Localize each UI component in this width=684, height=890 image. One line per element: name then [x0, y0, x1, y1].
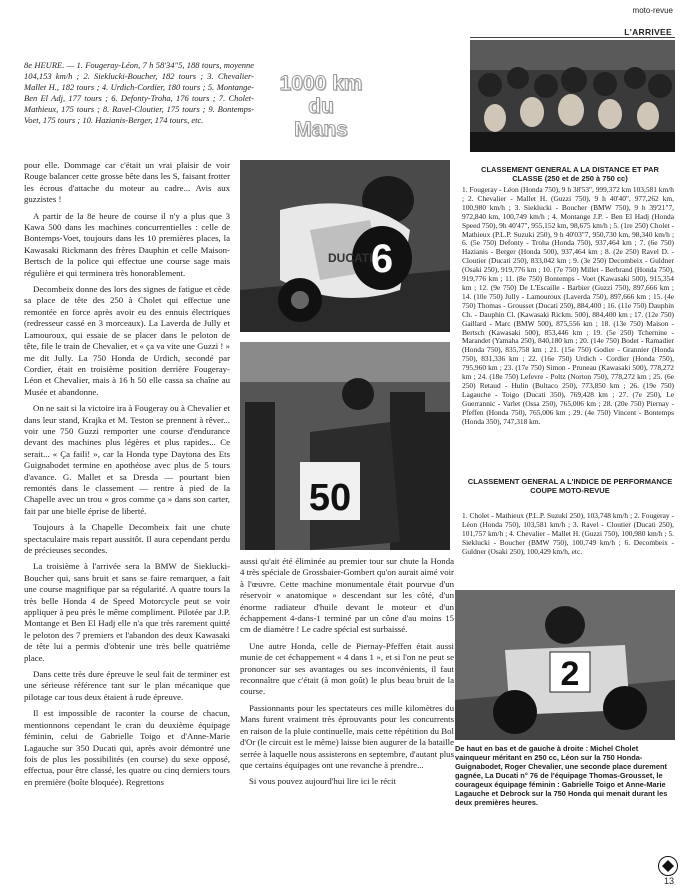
photo-ducati-rider: [240, 160, 450, 332]
bike-number-50: 50: [308, 477, 352, 519]
eighth-hour-standings: 8e HEURE. — 1. Fougeray-Léon, 7 h 58'34"5, 188 tours, moyenne 104,153 km/h ; 2. Sieklucki-Boucher, 182 tours ; 3. Chevalier-Mallet H., 182 tours ; 4. Urdich-Cordier, 180 tours ; 5. Montange-Ben El Adj, 177 tours ; 6. Defonty-Troha, 176 tours ; 7. Cholet-Mathieux, 175 tours ; 8. Ravel-Cloutier, 175 tours ; 9. Bontemps-Voet, 175 tours ; 10. Hazianis-Berger, 174 tours, etc.: [24, 60, 254, 126]
results-distance-text: 1. Fougeray - Léon (Honda 750), 9 h 38'53", 999,372 km 103,581 km/h ; 2. Chevalier - Mallet H. (Guzzi 750), 9 h 40'40", 977,262 km, 100,980 km/h ; 3. Sieklucki - Boucher (BMW 750), 9 h 39'21"7, 972,840 km, 100,749 km/h ; 4. Montange J.P. - Ben El Hadj (Honda Speed 750), 9h 40'47", 955,152 km, 98,675 km/h ; 5. (1re 250) Cholet - Mathieux (P.L.P. Suzuki 250), 9 h 40'03"7, 950,730 km, 98,340 km/h ; 6. (5e 750) Defonty - Troha (Honda 750), 937,464 km ; 7. (6e 750) Hazianis - Berger (Honda 500), 937,464 km ; 8. (2e 250) Ravel D. - Cloutier (Ducati 250), 833,042 km ; 9. (3e 250) Decombeix - Guldner (Osaki 250), 919,776 km ; 10. (7e 750) Millet - Berbrand (Honda 750), 919,776 km ; 11. (8e 750) Bontemps - Voet (Kawasaki 500), 915,354 km ; 12. (9e 750) De L'Escaille - Barbier (Guzzi 750), 897,666 km ; 14. (10e 750) Jully - Lamouroux (Laverda 750), 897,666 km ; 15. (4e 750) Thomas - Grousset (Ducati 250), 884,400 ; 16. (11e 750) Dauphin Ch. - Dauphin Cl. (Kawasaki Rickm. 500), 884,400 km ; 17. (12e 750) Gaillard - Marc (BMW 500), 875,556 km ; 18. (13e 750) Maison - Bertsch (Kawasaki 500), 853,446 km ; 19. (5e 250) Tchernine - Marandet (Yamaha 250), 840,180 km ; 20. (14e 750) Bodet - Ramadier (Honda 750), 835,758 km ; 21. (15e 750) Godier - Grannier (Honda 750), 831,336 km ; 22. (16e 750) Urdich - Cordier (Honda 750), 795,960 km ; 23. (17e 750) Simon - Pruneau (Kawasaki 500), 778,272 km ; 24. (18e 750) Lefevre - Poltz (Norton 750), 778,272 km ; 25. (6e 250) Retaud - Hulin (Bultaco 250), 773,850 km ; 26. (19e 750) Lagauche - Toigo (Ducati 350), 769,428 km ; 27. (7e 250), Le Guerrannic - Varlet (Ossa 250), 765,006 km ; 28. (20e 750) Piernay - Pfeffen (Honda 750), 765,006 km ; 29. (4e 750) Vincent - Bontemps (Honda 350), 747,318 km.: [462, 185, 674, 426]
results-index-text: 1. Cholet - Mathieux (P.L.P. Suzuki 250), 103,748 km/h ; 2. Fougeray - Léon (Honda 750), 103,581 km/h ; 3. Ravel - Cloutier (Ducati 250), 101,757 km/h ; 4. Chevalier - Mallet H. (Guzzi 750), 100,980 km/h ; 5. Sieklucki - Boucher (BMW 750), 100,749 km/h ; 6. Decombeix - Guldner (Osaki 250), 100,429 km/h, etc.: [462, 511, 674, 556]
results-index-title: CLASSEMENT GENERAL A L'INDICE DE PERFORMANCE COUPE MOTO-REVUE: [467, 477, 673, 495]
col2-paragraph: Passionnants pour les spectateurs ces mille kilomètres du Mans furent vraiment très éprouvants pour les concurrents en raison de la pluie continuelle, mais cette répétition du Bol d'Or (le circuit est le même) laisse bien augurer de la bataille serrée à laquelle nous assisterons en septembre, d'autant plus que certains équipages ont une revanche à prendre...: [240, 702, 454, 770]
article-column-2: [240, 556, 454, 793]
article-column-1: [24, 160, 230, 793]
magazine-name: moto-revue: [632, 6, 673, 15]
photo-podium-crowd: [470, 40, 675, 152]
bike-number-2: 2: [560, 655, 580, 693]
photo-racer-2: [455, 590, 675, 740]
photo-caption: De haut en bas et de gauche à droite : Michel Cholet vainqueur méritant en 250 cc, Léon sur la 750 Honda-Guignabodet, Roger Chevalier, une seconde place durement gagnée, La Ducati n° 76 de l'équipage Thomas-Grousset, le courageux équipage féminin : Gabrielle Toigo et Anne-Marie Lagauche et Debrock sur la 750 Honda qui menait durant les deux premières heures.: [455, 744, 668, 807]
event-logo: 1000 km du Mans: [279, 72, 363, 141]
col1-paragraph: Il est impossible de raconter la course de chacun, mentionnons cependant le cran du deuxième équipage féminin, celui de Gabrielle Toigo et d'Anne-Marie Lagauche sur 350 Ducati qui, après avoir démontré une fois de plus les possibilités (en course) du sexe opposé, effectua, pour être classé, les quatre ou cinq derniers tours en première (boîte bloquée). Regrettons: [24, 708, 230, 787]
col1-paragraph: Decombeix donne des lors des signes de fatigue et cède sa place de tête des 250 à Cholet qui effectue une remontée en force après avoir eu des ennuis électriques (redresseur cassé en 3 morceaux). La Laverda de Jully et Lamouroux, qui essaie de se placer dans le peloton de tête, file le train de Chevalier, et « ça va vite une Guzzi ! » me dit Jully. La 750 Honda de Urdich, secondé par Cordier, était en troisième position derrière Fougeray-Léon et Chevalier, mais à 16 h 50 elle cassa sa chaîne au Musée et abandonne.: [24, 284, 230, 397]
col1-paragraph: Dans cette très dure épreuve le seul fait de terminer est une sérieuse référence tant sur le plan mécanique que pilotage car tous deux étaient à rude épreuve.: [24, 669, 230, 702]
col1-paragraph: A partir de la 8e heure de course il n'y a plus que 3 Kawa 500 dans les machines concurrentielles : celle de Bontemps-Voet, toujours dans les 10 premières places, la Kawasaki Rickmann des frères Dauphin et celle Maison-Bertsch de la police qui effectue une course sage mais régulière et qui terminera très honorablement.: [24, 210, 230, 278]
col1-paragraph: Toujours à la Chapelle Decombeix fait une chute spectaculaire mais repart aussitôt. Il aura cependant perdu de précieuses secondes.: [24, 522, 230, 555]
col1-paragraph: La troisième à l'arrivée sera la BMW de Sieklucki-Boucher qui, sans bruit et sans se faire remarquer, a fait une course magnifique par sa régularité. A quatre tours la très belle Honda 4 de Speed Motorcycle peut se voir appliquer à peu près le même compliment. Pilotée par J.P. Montange et Ben El Hadj elle n'a que très rarement quitté le peloton des 7 premiers et l'abandon des deux Kawasaki de tête lui a permis d'obtenir une très belle quatrième place.: [24, 561, 230, 663]
col2-paragraph: aussi qu'ait été éliminée au premier tour sur chute la Honda 4 très spéciale de Grossbaier-Gombert qu'on aurait aimé voir à l'œuvre. Cette machine monumentale était pourvue d'un réservoir « anatomique » descendant sur les côté, d'un énorme radiateur d'huile devant le moteur et d'un échappement 4-dans-1 terminé par un cône d'au moins 15 cm de diamètre ! Le cadre spécial est surbaissé.: [240, 556, 454, 635]
section-title: L'ARRIVEE: [624, 27, 672, 37]
col2-paragraph: Si vous pouvez aujourd'hui lire ici le récit: [249, 776, 396, 787]
end-mark-icon: [658, 856, 678, 876]
results-distance-title: CLASSEMENT GENERAL A LA DISTANCE ET PAR CLASSE (250 et de 250 à 750 cc): [481, 165, 659, 183]
col1-paragraph: pour elle. Dommage car c'était un vrai plaisir de voir Rouge balancer cette grosse bête dans les S, faisant frotter les écrous d'attache du moteur au cadre... Avis aux guzzistes !: [24, 160, 230, 205]
bike-brand: DUCATI: [328, 251, 373, 265]
photo-honda-pit: [240, 342, 450, 550]
col1-paragraph: On ne sait si la victoire ira à Fougeray ou à Chevalier et dans leur stand, Krajka et M. Teston se prennent à rêver... voir une 750 Guzzi remporter une course d'endurance devant des machines plus légères et plus rapides... Ce serait... « Ça faili! », car la Honda type Daytona des Ets Guignabodet termine en apothéose avec plus de 5 tours d'avance. G. Mallet et sa Dresda — pourtant bien remontés dans le classement — rentre à pied de la Chapelle avec un trou « gros comme ça » dans son carter, fait par une bielle éprise de liberté.: [24, 403, 230, 516]
col2-paragraph: Une autre Honda, celle de Piernay-Pfeffen était aussi munie de cet échappement « 4 dans 1 », et si l'on ne peut se prononcer sur ses avantages ou ses inconvénients, il faut reconnaître que c'était (à mon goût) le plus beau bruit de la course.: [240, 640, 454, 697]
page-number: 13: [663, 876, 674, 886]
bike-number-6: 6: [370, 237, 394, 281]
header-rule: [470, 37, 675, 38]
